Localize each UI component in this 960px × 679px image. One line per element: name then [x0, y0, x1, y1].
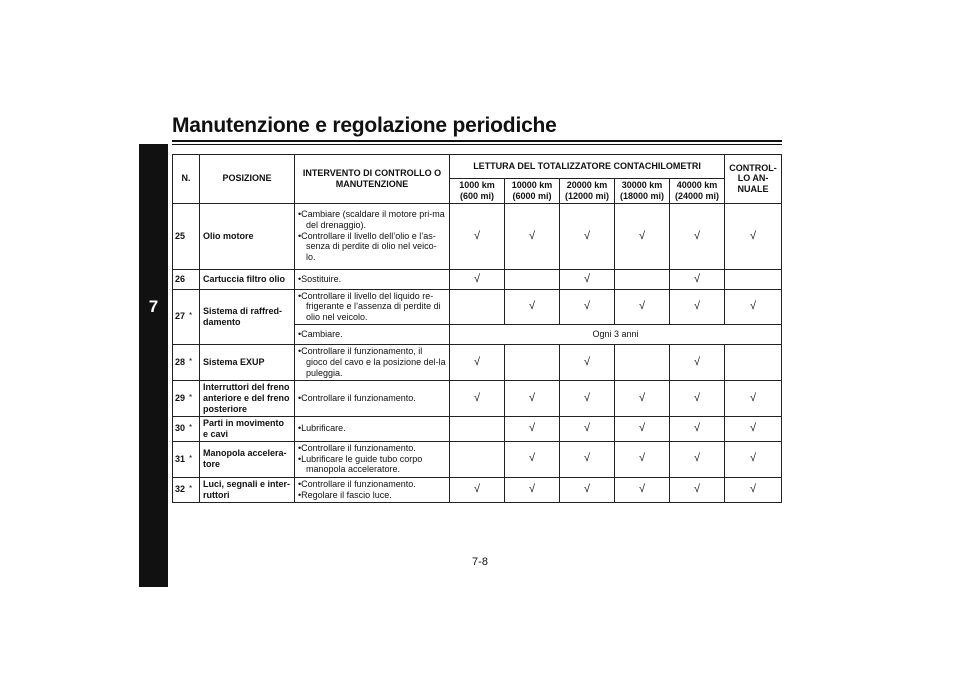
check-mark-cell: √ — [670, 289, 725, 324]
action-list — [298, 423, 446, 434]
asterisk-marker: * — [189, 311, 193, 321]
check-mark-cell: √ — [670, 416, 725, 441]
table-row — [173, 269, 782, 289]
row-number-cell — [173, 441, 200, 477]
action-list — [298, 291, 446, 323]
table-row — [173, 289, 782, 324]
check-mark-cell: √ — [450, 380, 505, 416]
check-mark-cell: √ — [725, 380, 782, 416]
header-annual-check: CONTROL- LO AN- NUALE — [725, 155, 782, 204]
interval-header: 1000 km (600 mi) — [450, 179, 505, 204]
action-item: • Lubrificare. — [298, 423, 446, 434]
row-number: 26 — [175, 273, 186, 284]
check-mark-cell: √ — [615, 441, 670, 477]
action-cell — [295, 324, 450, 344]
interval-header: 40000 km (24000 mi) — [670, 179, 725, 204]
position-cell: Luci, segnali e inter-ruttori — [200, 477, 295, 502]
header-position: POSIZIONE — [200, 155, 295, 204]
action-list — [298, 209, 446, 263]
page-title: Manutenzione e regolazione periodiche — [172, 114, 557, 137]
action-list — [298, 274, 446, 285]
asterisk-marker: * — [189, 453, 193, 463]
action-list — [298, 346, 446, 378]
interval-span-cell: Ogni 3 anni — [450, 324, 782, 344]
row-number-cell — [173, 416, 200, 441]
check-mark-cell — [450, 416, 505, 441]
check-mark-cell: √ — [560, 269, 615, 289]
asterisk-marker: * — [189, 423, 193, 433]
check-mark-cell: √ — [670, 441, 725, 477]
check-mark-cell: √ — [560, 203, 615, 269]
check-mark-cell: √ — [505, 441, 560, 477]
action-cell — [295, 269, 450, 289]
title-rule — [172, 140, 782, 142]
action-list — [298, 443, 446, 475]
asterisk-marker: * — [189, 357, 193, 367]
page-number: 7-8 — [472, 556, 488, 568]
check-mark-cell: √ — [725, 477, 782, 502]
check-mark-cell: √ — [560, 441, 615, 477]
table-row — [173, 477, 782, 502]
check-mark-cell: √ — [615, 416, 670, 441]
row-number-cell — [173, 477, 200, 502]
check-mark-cell: √ — [670, 203, 725, 269]
check-mark-cell: √ — [505, 477, 560, 502]
position-cell: Olio motore — [200, 203, 295, 269]
chapter-number: 7 — [148, 297, 159, 316]
check-mark-cell — [505, 344, 560, 380]
check-mark-cell: √ — [560, 477, 615, 502]
action-item: • Controllare il funzionamento. — [298, 479, 446, 490]
action-cell — [295, 441, 450, 477]
action-cell — [295, 289, 450, 324]
check-mark-cell: √ — [725, 203, 782, 269]
check-mark-cell: √ — [505, 203, 560, 269]
check-mark-cell — [615, 269, 670, 289]
check-mark-cell: √ — [450, 203, 505, 269]
asterisk-marker: * — [189, 393, 193, 403]
check-mark-cell: √ — [560, 344, 615, 380]
interval-header: 30000 km (18000 mi) — [615, 179, 670, 204]
action-cell — [295, 203, 450, 269]
action-list — [298, 393, 446, 404]
check-mark-cell — [725, 269, 782, 289]
position-cell: Cartuccia filtro olio — [200, 269, 295, 289]
check-mark-cell — [450, 289, 505, 324]
header-number: N. — [173, 155, 200, 204]
header-odometer: LETTURA DEL TOTALIZZATORE CONTACHILOMETRI — [450, 155, 725, 179]
check-mark-cell: √ — [450, 344, 505, 380]
action-item: • Controllare il livello del liquido re-frigerante e l’assenza di perdite di olio nel veicolo. — [298, 291, 446, 323]
interval-header: 10000 km (6000 mi) — [505, 179, 560, 204]
check-mark-cell: √ — [725, 416, 782, 441]
action-item: • Sostituire. — [298, 274, 446, 285]
check-mark-cell — [450, 441, 505, 477]
position-cell: Parti in movimento e cavi — [200, 416, 295, 441]
row-number-cell — [173, 289, 200, 344]
check-mark-cell: √ — [450, 269, 505, 289]
action-cell — [295, 416, 450, 441]
action-item: • Controllare il funzionamento. — [298, 443, 446, 454]
interval-header: 20000 km (12000 mi) — [560, 179, 615, 204]
action-item: • Controllare il livello dell’olio e l’as-senza di perdite di olio nel veico-lo. — [298, 231, 446, 263]
row-number-cell — [173, 203, 200, 269]
maintenance-table — [172, 154, 782, 503]
action-cell — [295, 477, 450, 502]
row-number-cell — [173, 269, 200, 289]
check-mark-cell: √ — [615, 203, 670, 269]
table-row — [173, 416, 782, 441]
check-mark-cell — [725, 344, 782, 380]
check-mark-cell: √ — [560, 289, 615, 324]
action-cell — [295, 344, 450, 380]
check-mark-cell: √ — [505, 416, 560, 441]
check-mark-cell: √ — [450, 477, 505, 502]
position-cell: Manopola accelera-tore — [200, 441, 295, 477]
row-number-cell — [173, 380, 200, 416]
row-number: 29 — [175, 393, 186, 404]
action-cell — [295, 380, 450, 416]
row-number: 27 — [175, 311, 186, 322]
check-mark-cell: √ — [615, 380, 670, 416]
action-list — [298, 479, 446, 501]
check-mark-cell: √ — [560, 380, 615, 416]
row-number-cell — [173, 344, 200, 380]
check-mark-cell: √ — [560, 416, 615, 441]
row-number: 25 — [175, 230, 186, 241]
position-cell: Sistema EXUP — [200, 344, 295, 380]
check-mark-cell: √ — [725, 441, 782, 477]
action-list — [298, 329, 446, 340]
table-row — [173, 344, 782, 380]
position-cell: Sistema di raffred-damento — [200, 289, 295, 344]
check-mark-cell: √ — [670, 477, 725, 502]
action-item: • Regolare il fascio luce. — [298, 490, 446, 501]
action-item: • Controllare il funzionamento. — [298, 393, 446, 404]
check-mark-cell: √ — [725, 289, 782, 324]
check-mark-cell: √ — [670, 269, 725, 289]
check-mark-cell: √ — [505, 380, 560, 416]
header-action: INTERVENTO DI CONTROLLO O MANUTENZIONE — [295, 155, 450, 204]
check-mark-cell: √ — [505, 289, 560, 324]
position-cell: Interruttori del freno anteriore e del freno posteriore — [200, 380, 295, 416]
check-mark-cell — [615, 344, 670, 380]
check-mark-cell — [505, 269, 560, 289]
action-item: • Lubrificare le guide tubo corpo manopola acceleratore. — [298, 454, 446, 476]
action-item: • Controllare il funzionamento, il gioco del cavo e la posizione del-la puleggia. — [298, 346, 446, 378]
table-row — [173, 441, 782, 477]
check-mark-cell: √ — [670, 380, 725, 416]
check-mark-cell: √ — [615, 477, 670, 502]
table-row — [173, 203, 782, 269]
table-body — [173, 203, 782, 502]
action-item: • Cambiare (scaldare il motore pri-ma del drenaggio). — [298, 209, 446, 231]
table-row — [173, 380, 782, 416]
title-rule-thin — [172, 144, 782, 145]
check-mark-cell: √ — [615, 289, 670, 324]
row-number: 31 — [175, 453, 186, 464]
asterisk-marker: * — [189, 484, 193, 494]
chapter-tab — [139, 144, 168, 587]
row-number: 32 — [175, 484, 186, 495]
check-mark-cell: √ — [670, 344, 725, 380]
row-number: 30 — [175, 423, 186, 434]
row-number: 28 — [175, 357, 186, 368]
action-item: • Cambiare. — [298, 329, 446, 340]
